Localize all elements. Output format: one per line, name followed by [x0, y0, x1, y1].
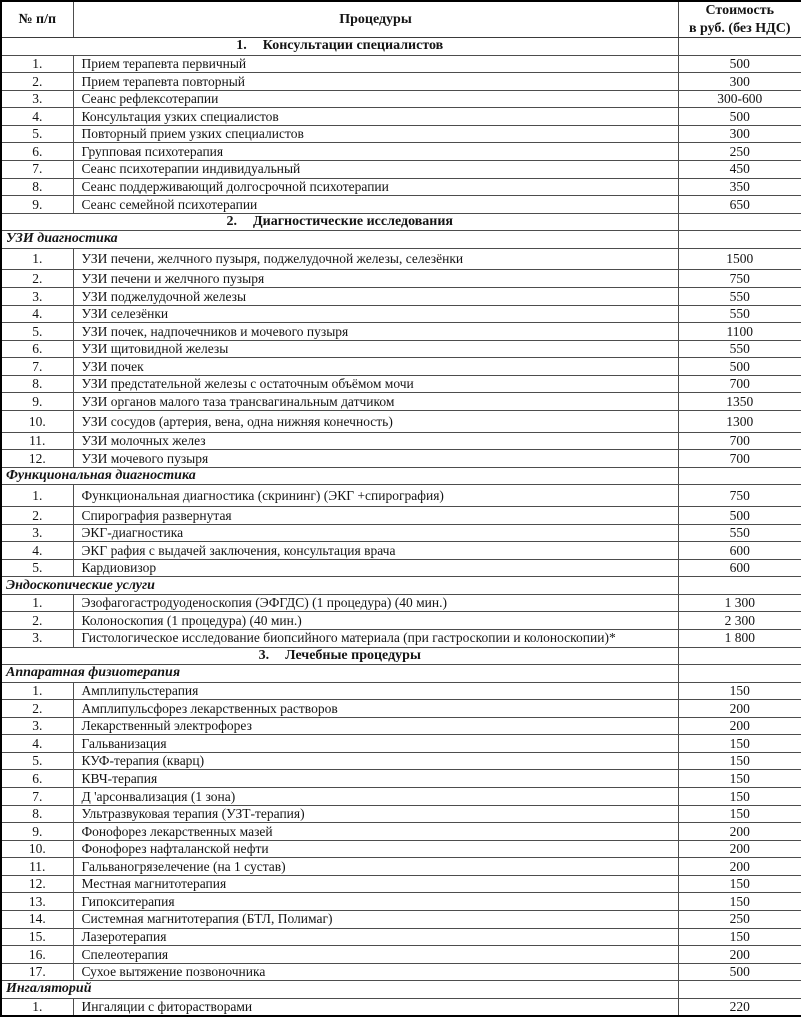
item-row [1, 946, 801, 964]
price-cell: 150 [678, 788, 801, 806]
row-number-cell: 11. [1, 858, 73, 876]
row-number-cell: 7. [1, 160, 73, 178]
price-cell: 150 [678, 875, 801, 893]
price-cell: 500 [678, 507, 801, 525]
procedure-name-cell: Прием терапевта первичный [73, 55, 678, 73]
item-row [1, 323, 801, 341]
item-row [1, 305, 801, 323]
section-title: Диагностические исследования [253, 213, 453, 229]
procedure-name-cell: Сеанс семейной психотерапии [73, 196, 678, 214]
row-number-cell: 12. [1, 875, 73, 893]
row-number-cell: 8. [1, 375, 73, 393]
row-number-cell: 3. [1, 288, 73, 306]
price-cell: 1350 [678, 393, 801, 411]
procedure-name-cell: УЗИ органов малого таза трансвагинальным датчиком [73, 393, 678, 411]
price-cell: 200 [678, 700, 801, 718]
procedure-name-cell: УЗИ поджелудочной железы [73, 288, 678, 306]
price-cell: 550 [678, 288, 801, 306]
row-number-cell: 4. [1, 108, 73, 126]
procedure-name-cell: УЗИ мочевого пузыря [73, 450, 678, 468]
procedure-name-cell: Гипокситерапия [73, 893, 678, 911]
item-row [1, 594, 801, 612]
procedure-name-cell: Амплипульстерапия [73, 682, 678, 700]
procedure-name-cell: УЗИ печени, желчного пузыря, поджелудочной железы, селезёнки [73, 248, 678, 270]
procedure-name-cell: Повторный прием узких специалистов [73, 125, 678, 143]
row-number-cell: 5. [1, 559, 73, 577]
row-number-cell: 6. [1, 340, 73, 358]
price-cell-empty [678, 665, 801, 683]
item-row [1, 375, 801, 393]
item-row [1, 735, 801, 753]
item-row [1, 752, 801, 770]
header-row [1, 1, 801, 38]
item-row [1, 143, 801, 161]
price-cell: 220 [678, 998, 801, 1016]
procedure-name-cell: Фонофорез нафталанской нефти [73, 840, 678, 858]
procedure-name-cell: ЭКГ рафия с выдачей заключения, консультация врача [73, 542, 678, 560]
price-cell: 300 [678, 73, 801, 91]
item-row [1, 393, 801, 411]
price-cell: 600 [678, 559, 801, 577]
procedure-name-cell: УЗИ селезёнки [73, 305, 678, 323]
row-number-cell: 2. [1, 73, 73, 91]
row-number-cell: 3. [1, 717, 73, 735]
row-number-cell: 10. [1, 410, 73, 432]
section-number: 2. [226, 213, 237, 229]
row-number-cell: 15. [1, 928, 73, 946]
header-cost-line1: Стоимость [705, 3, 775, 18]
price-cell: 600 [678, 542, 801, 560]
price-cell: 200 [678, 840, 801, 858]
procedure-name-cell: Ультразвуковая терапия (УЗТ-терапия) [73, 805, 678, 823]
row-number-cell: 11. [1, 432, 73, 450]
item-row [1, 358, 801, 376]
procedure-name-cell: Амплипульсфорез лекарственных растворов [73, 700, 678, 718]
item-row [1, 788, 801, 806]
price-cell: 200 [678, 858, 801, 876]
row-number-cell: 12. [1, 450, 73, 468]
row-number-cell: 8. [1, 805, 73, 823]
price-cell-empty [678, 231, 801, 249]
procedure-name-cell: Эзофагогастродуоденоскопия (ЭФГДС) (1 процедура) (40 мин.) [73, 594, 678, 612]
item-row [1, 90, 801, 108]
item-row [1, 612, 801, 630]
item-row [1, 682, 801, 700]
section-title-cell [1, 213, 678, 231]
item-row [1, 717, 801, 735]
price-cell: 150 [678, 770, 801, 788]
item-row [1, 559, 801, 577]
row-number-cell: 2. [1, 270, 73, 288]
procedure-name-cell: Сеанс рефлексотерапии [73, 90, 678, 108]
row-number-cell: 7. [1, 358, 73, 376]
procedure-name-cell: Ингаляции с фиторастворами [73, 998, 678, 1016]
price-cell-empty [678, 647, 801, 665]
procedure-name-cell: Фонофорез лекарственных мазей [73, 823, 678, 841]
item-row [1, 288, 801, 306]
item-row [1, 875, 801, 893]
procedure-name-cell: Кардиовизор [73, 559, 678, 577]
item-row [1, 248, 801, 270]
table-body [1, 38, 801, 1017]
section-title: Консультации специалистов [262, 38, 444, 54]
item-row [1, 998, 801, 1016]
procedure-name-cell: УЗИ почек, надпочечников и мочевого пузыря [73, 323, 678, 341]
row-number-cell: 14. [1, 910, 73, 928]
section-number: 3. [258, 647, 270, 663]
price-cell: 500 [678, 55, 801, 73]
procedure-name-cell: Функциональная диагностика (скрининг) (ЭКГ +спирография) [73, 485, 678, 507]
procedure-name-cell: Гистологическое исследование биопсийного материала (при гастроскопии и колоноскопии)* [73, 629, 678, 647]
price-cell: 550 [678, 305, 801, 323]
section-number: 1. [236, 38, 247, 54]
subsection-title: Эндоскопические услуги [1, 577, 678, 595]
table-header [1, 1, 801, 38]
subsection-title: Аппаратная физиотерапия [1, 665, 678, 683]
procedure-name-cell: Д 'арсонвализация (1 зона) [73, 788, 678, 806]
section-row [1, 38, 801, 56]
price-cell: 750 [678, 485, 801, 507]
row-number-cell: 1. [1, 594, 73, 612]
row-number-cell: 2. [1, 612, 73, 630]
row-number-cell: 9. [1, 393, 73, 411]
item-row [1, 700, 801, 718]
price-cell: 500 [678, 358, 801, 376]
procedure-name-cell: Гальванизация [73, 735, 678, 753]
price-cell: 250 [678, 910, 801, 928]
row-number-cell: 6. [1, 770, 73, 788]
item-row [1, 963, 801, 981]
item-row [1, 410, 801, 432]
procedure-name-cell: Прием терапевта повторный [73, 73, 678, 91]
header-col-procedures: Процедуры [73, 1, 678, 38]
row-number-cell: 17. [1, 963, 73, 981]
procedure-name-cell: УЗИ сосудов (артерия, вена, одна нижняя конечность) [73, 410, 678, 432]
price-cell: 550 [678, 524, 801, 542]
section-title: Лечебные процедуры [285, 647, 421, 663]
row-number-cell: 1. [1, 998, 73, 1016]
procedure-name-cell: УЗИ щитовидной железы [73, 340, 678, 358]
row-number-cell: 8. [1, 178, 73, 196]
item-row [1, 910, 801, 928]
row-number-cell: 7. [1, 788, 73, 806]
section-row [1, 647, 801, 665]
price-cell: 700 [678, 432, 801, 450]
row-number-cell: 3. [1, 629, 73, 647]
section-title-cell [1, 647, 678, 665]
item-row [1, 542, 801, 560]
item-row [1, 432, 801, 450]
subsection-title: Функциональная диагностика [1, 467, 678, 485]
procedure-name-cell: УЗИ почек [73, 358, 678, 376]
price-cell: 300-600 [678, 90, 801, 108]
item-row [1, 73, 801, 91]
item-row [1, 340, 801, 358]
row-number-cell: 2. [1, 507, 73, 525]
item-row [1, 823, 801, 841]
row-number-cell: 3. [1, 90, 73, 108]
price-cell-empty [678, 213, 801, 231]
row-number-cell: 5. [1, 323, 73, 341]
header-col-number: № п/п [1, 1, 73, 38]
item-row [1, 629, 801, 647]
row-number-cell: 6. [1, 143, 73, 161]
subsection-row [1, 231, 801, 249]
price-cell: 500 [678, 108, 801, 126]
procedure-name-cell: Местная магнитотерапия [73, 875, 678, 893]
item-row [1, 893, 801, 911]
price-cell-empty [678, 467, 801, 485]
row-number-cell: 5. [1, 752, 73, 770]
row-number-cell: 4. [1, 735, 73, 753]
item-row [1, 160, 801, 178]
price-cell: 150 [678, 752, 801, 770]
item-row [1, 450, 801, 468]
item-row [1, 55, 801, 73]
price-cell: 200 [678, 717, 801, 735]
subsection-row [1, 981, 801, 999]
item-row [1, 805, 801, 823]
item-row [1, 858, 801, 876]
price-cell: 450 [678, 160, 801, 178]
subsection-row [1, 577, 801, 595]
row-number-cell: 9. [1, 823, 73, 841]
procedure-name-cell: Гальваногрязелечение (на 1 сустав) [73, 858, 678, 876]
price-cell: 150 [678, 682, 801, 700]
price-cell: 150 [678, 805, 801, 823]
price-cell-empty [678, 577, 801, 595]
row-number-cell: 9. [1, 196, 73, 214]
price-cell-empty [678, 981, 801, 999]
row-number-cell: 1. [1, 682, 73, 700]
item-row [1, 196, 801, 214]
item-row [1, 524, 801, 542]
row-number-cell: 1. [1, 55, 73, 73]
procedure-name-cell: Колоноскопия (1 процедура) (40 мин.) [73, 612, 678, 630]
price-cell: 1 800 [678, 629, 801, 647]
price-cell: 700 [678, 450, 801, 468]
price-cell: 200 [678, 946, 801, 964]
item-row [1, 507, 801, 525]
row-number-cell: 5. [1, 125, 73, 143]
price-cell: 250 [678, 143, 801, 161]
price-cell: 150 [678, 893, 801, 911]
procedure-name-cell: КВЧ-терапия [73, 770, 678, 788]
price-cell-empty [678, 38, 801, 56]
row-number-cell: 16. [1, 946, 73, 964]
price-cell: 200 [678, 823, 801, 841]
procedure-name-cell: ЭКГ-диагностика [73, 524, 678, 542]
section-row [1, 213, 801, 231]
procedure-name-cell: Консультация узких специалистов [73, 108, 678, 126]
item-row [1, 270, 801, 288]
subsection-title: УЗИ диагностика [1, 231, 678, 249]
price-cell: 500 [678, 963, 801, 981]
procedure-name-cell: УЗИ печени и желчного пузыря [73, 270, 678, 288]
price-cell: 700 [678, 375, 801, 393]
price-cell: 350 [678, 178, 801, 196]
procedure-name-cell: Лазеротерапия [73, 928, 678, 946]
procedure-name-cell: Спирография развернутая [73, 507, 678, 525]
item-row [1, 770, 801, 788]
price-cell: 1100 [678, 323, 801, 341]
price-cell: 550 [678, 340, 801, 358]
procedure-name-cell: Сеанс психотерапии индивидуальный [73, 160, 678, 178]
procedure-name-cell: КУФ-терапия (кварц) [73, 752, 678, 770]
row-number-cell: 1. [1, 248, 73, 270]
row-number-cell: 4. [1, 305, 73, 323]
item-row [1, 928, 801, 946]
price-cell: 2 300 [678, 612, 801, 630]
procedure-name-cell: Сеанс поддерживающий долгосрочной психотерапии [73, 178, 678, 196]
row-number-cell: 1. [1, 485, 73, 507]
item-row [1, 485, 801, 507]
item-row [1, 108, 801, 126]
item-row [1, 125, 801, 143]
row-number-cell: 13. [1, 893, 73, 911]
price-cell: 150 [678, 735, 801, 753]
procedure-name-cell: Групповая психотерапия [73, 143, 678, 161]
procedure-name-cell: УЗИ предстательной железы с остаточным объёмом мочи [73, 375, 678, 393]
price-cell: 650 [678, 196, 801, 214]
item-row [1, 840, 801, 858]
header-col-cost [678, 1, 801, 38]
procedure-name-cell: УЗИ молочных желез [73, 432, 678, 450]
procedure-name-cell: Системная магнитотерапия (БТЛ, Полимаг) [73, 910, 678, 928]
row-number-cell: 3. [1, 524, 73, 542]
procedure-name-cell: Сухое вытяжение позвоночника [73, 963, 678, 981]
price-cell: 1300 [678, 410, 801, 432]
price-cell: 1500 [678, 248, 801, 270]
row-number-cell: 10. [1, 840, 73, 858]
subsection-row [1, 467, 801, 485]
price-cell: 150 [678, 928, 801, 946]
subsection-title: Ингаляторий [1, 981, 678, 999]
procedure-name-cell: Спелеотерапия [73, 946, 678, 964]
row-number-cell: 2. [1, 700, 73, 718]
row-number-cell: 4. [1, 542, 73, 560]
price-cell: 1 300 [678, 594, 801, 612]
price-cell: 750 [678, 270, 801, 288]
procedure-name-cell: Лекарственный электрофорез [73, 717, 678, 735]
section-title-cell [1, 38, 678, 56]
subsection-row [1, 665, 801, 683]
item-row [1, 178, 801, 196]
header-cost-line2: в руб. (без НДС) [688, 20, 791, 36]
price-cell: 300 [678, 125, 801, 143]
